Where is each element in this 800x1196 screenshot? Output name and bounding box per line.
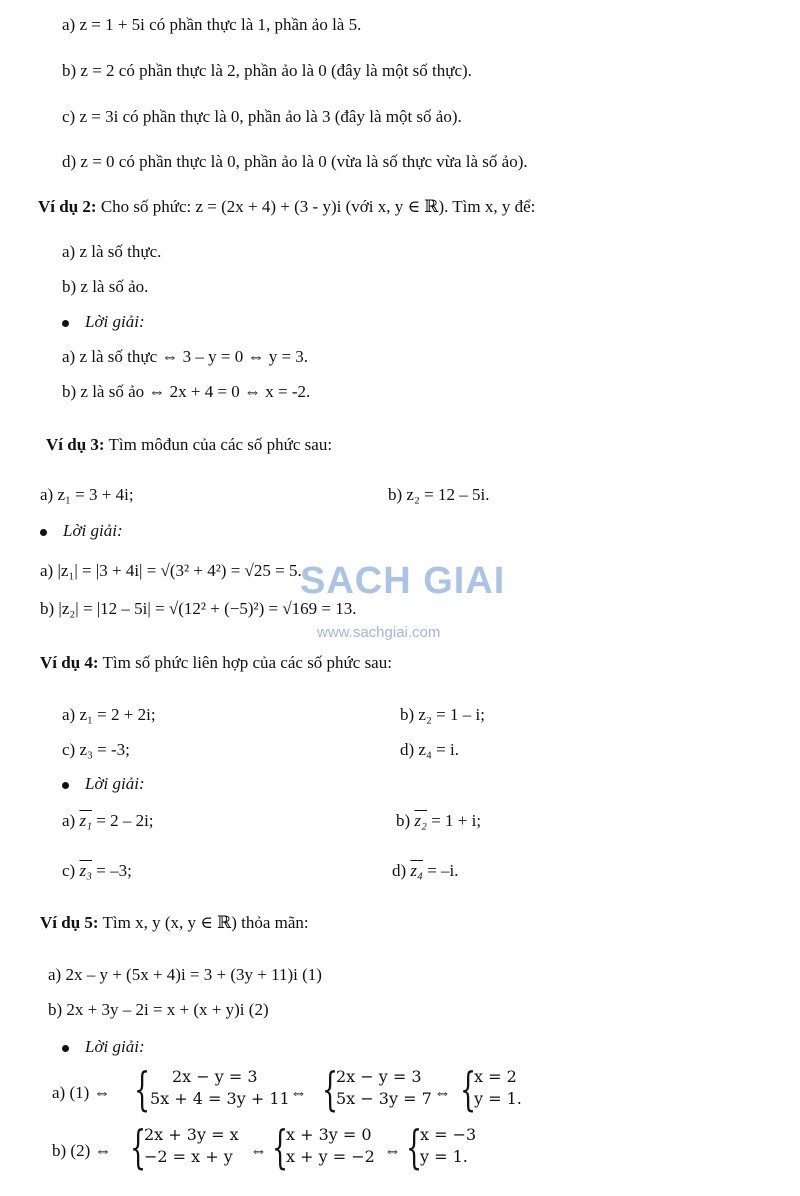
vd2-solution-label [62, 311, 145, 333]
vd2-sa: a) z là số thực ⇔ 3 – y = 0 ⇔ y = 3. [62, 347, 309, 366]
equation-text: y = 1 [420, 1147, 463, 1166]
equation-text: y = 1 [474, 1089, 517, 1108]
vd5-solution-label [62, 1036, 145, 1058]
left-brace-icon: { [134, 1062, 151, 1116]
vd4-sb [396, 810, 481, 832]
vd5-sa-label: a) (1) ⇔ [52, 1083, 111, 1102]
bullet-icon [40, 529, 47, 536]
vd3-heading [46, 434, 332, 456]
left-brace-icon: { [406, 1120, 423, 1174]
vd4-sa-value: = 2 – 2i; [92, 811, 154, 830]
vd2-b: b) z là số ảo. [62, 277, 149, 296]
vd1-b: b) z = 2 có phần thực là 2, phần ảo là 0 (đây là một số thực). [62, 61, 472, 80]
left-brace-icon: { [272, 1120, 289, 1174]
bullet-icon [62, 782, 69, 789]
vd3-solution-label [40, 520, 123, 542]
equation: 2x − y = 3 [172, 1067, 258, 1086]
equation: 5x − 3y = 7 [336, 1089, 432, 1108]
iff-symbol: ⇔ [434, 1083, 451, 1102]
period: . [516, 1089, 522, 1108]
period: . [462, 1147, 468, 1166]
vd5-sa-system-3 [474, 1066, 522, 1110]
vd1-d: d) z = 0 có phần thực là 0, phần ảo là 0 (vừa là số thực vừa là số ảo). [62, 152, 528, 171]
vd5-title: Ví dụ 5: [40, 913, 99, 932]
vd3-title: Ví dụ 3: [46, 435, 105, 454]
equation: −2 = x + y [144, 1147, 233, 1166]
equation [474, 1088, 522, 1110]
vd5-a: a) 2x – y + (5x + 4)i = 3 + (3y + 11)i (1) [48, 965, 322, 984]
vd4-c: c) z₃ = -3; [62, 740, 130, 759]
vd4-sb-label: b) [396, 811, 415, 830]
vd2-sol: Lời giải: [85, 312, 145, 331]
vd4-sd [392, 860, 459, 882]
left-brace-icon: { [322, 1062, 339, 1116]
vd4-prompt: Tìm số phức liên hợp của các số phức sau: [102, 653, 392, 672]
vd5-sb-system-3 [420, 1124, 476, 1168]
vd2-heading [38, 196, 535, 218]
vd5-sb-system-1 [144, 1124, 239, 1168]
vd4-sd-value: = –i. [422, 861, 459, 880]
bullet-icon [62, 320, 69, 327]
equation: 2x + 3y = x [144, 1125, 239, 1144]
vd2-a: a) z là số thực. [62, 242, 162, 261]
vd3-b: b) z₂ = 12 – 5i. [388, 485, 490, 504]
vd2-prompt: Cho số phức: z = (2x + 4) + (3 - y)i (với x, y ∈ ℝ). Tìm x, y để: [100, 197, 536, 216]
vd4-a: a) z₁ = 2 + 2i; [62, 705, 156, 724]
vd5-sb-label: b) (2) ⇔ [52, 1141, 112, 1160]
vd4-sd-label: d) [392, 861, 411, 880]
vd4-sd-conj: z₄ [410, 861, 423, 880]
equation: x = 2 [474, 1067, 517, 1086]
left-brace-icon: { [130, 1120, 147, 1174]
vd1-a: a) z = 1 + 5i có phần thực là 1, phần ảo là 5. [62, 15, 362, 34]
iff-symbol: ⇔ [250, 1141, 267, 1160]
vd4-title: Ví dụ 4: [40, 653, 99, 672]
vd4-b: b) z₂ = 1 – i; [400, 705, 485, 724]
left-brace-icon: { [460, 1062, 477, 1116]
vd4-sb-conj: z₂ [414, 811, 427, 830]
bullet-icon [62, 1045, 69, 1052]
vd3-sb: b) |z₂| = |12 – 5i| = √(12² + (−5)²) = √169 = 13. [40, 599, 357, 618]
vd1-c: c) z = 3i có phần thực là 0, phần ảo là 3 (đây là một số ảo). [62, 107, 462, 126]
iff-symbol: ⇔ [384, 1141, 401, 1160]
equation: x + y = −2 [286, 1147, 375, 1166]
vd5-prompt: Tìm x, y (x, y ∈ ℝ) thỏa mãn: [102, 913, 309, 932]
vd4-sc-label: c) [62, 861, 80, 880]
vd2-title: Ví dụ 2: [38, 197, 97, 216]
vd4-sc-value: = –3; [92, 861, 132, 880]
vd4-solution-label [62, 773, 145, 795]
vd4-sc [62, 860, 132, 882]
vd5-b: b) 2x + 3y – 2i = x + (x + y)i (2) [48, 1000, 269, 1019]
vd4-sa-conj: z₁ [79, 811, 92, 830]
equation: 5x + 4 = 3y + 11 [150, 1089, 290, 1108]
vd5-sol: Lời giải: [85, 1037, 145, 1056]
equation: 2x − y = 3 [336, 1067, 422, 1086]
vd3-a: a) z₁ = 3 + 4i; [40, 485, 134, 504]
vd4-heading [40, 652, 392, 674]
vd3-sa: a) |z₁| = |3 + 4i| = √(3² + 4²) = √25 = 5. [40, 561, 302, 580]
watermark-url: www.sachgiai.com [317, 624, 441, 641]
vd3-prompt: Tìm môđun của các số phức sau: [108, 435, 333, 454]
vd4-sc-conj: z₃ [79, 861, 92, 880]
vd3-sol: Lời giải: [63, 521, 123, 540]
vd5-heading [40, 912, 309, 934]
vd5-sb-system-2 [286, 1124, 375, 1168]
vd4-sb-value: = 1 + i; [426, 811, 482, 830]
vd4-sol: Lời giải: [85, 774, 145, 793]
vd2-sb: b) z là số ảo ⇔ 2x + 4 = 0 ⇔ x = -2. [62, 382, 311, 401]
equation: x = −3 [420, 1125, 477, 1144]
vd5-sa-system-2 [336, 1066, 432, 1110]
vd4-d: d) z₄ = i. [400, 740, 459, 759]
iff-symbol: ⇔ [290, 1083, 307, 1102]
equation [420, 1146, 476, 1168]
watermark-brand: SACH GIAI [300, 560, 506, 602]
equation: x + 3y = 0 [286, 1125, 372, 1144]
vd4-sa-label: a) [62, 811, 80, 830]
vd5-sa-system-1 [150, 1066, 290, 1110]
vd4-sa [62, 810, 154, 832]
